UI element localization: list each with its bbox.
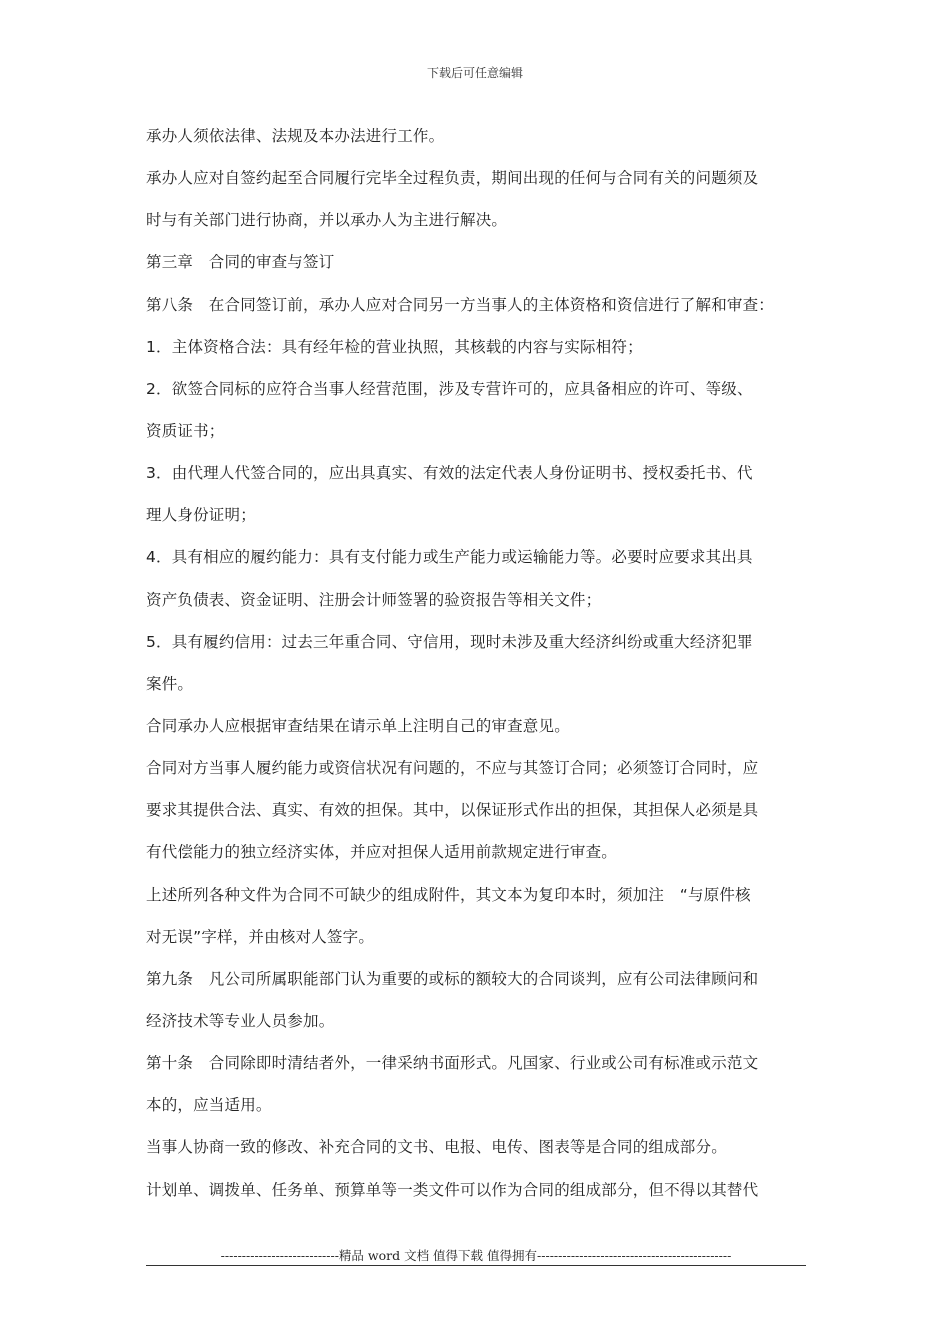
text-line: 承办人应对自签约起至合同履行完毕全过程负责，期间出现的任何与合同有关的问题须及 (146, 169, 759, 188)
footer-divider (146, 1265, 806, 1266)
article-9-line: 第九条 凡公司所属职能部门认为重要的或标的额较大的合同谈判，应有公司法律顾问和 (146, 969, 759, 988)
page-footer-text: ----------------------------精品 word 文档 值得下载 值得拥有---------------------------------------------- (220, 1248, 732, 1263)
text-line: 当事人协商一致的修改、补充合同的文书、电报、电传、图表等是合同的组成部分。 (146, 1138, 727, 1157)
list-item-1: 1．主体资格合法：具有经年检的营业执照，其核载的内容与实际相符； (146, 337, 643, 356)
text-line: 理人身份证明； (146, 506, 256, 525)
text-line: 要求其提供合法、真实、有效的担保。其中，以保证形式作出的担保，其担保人必须是具 (146, 801, 759, 820)
text-line: 案件。 (146, 674, 194, 693)
list-item-5: 5．具有履约信用：过去三年重合同、守信用，现时未涉及重大经济纠纷或重大经济犯罪 (146, 632, 753, 651)
list-item-3: 3．由代理人代签合同的，应出具真实、有效的法定代表人身份证明书、授权委托书、代 (146, 464, 753, 483)
list-item-2: 2．欲签合同标的应符合当事人经营范围，涉及专营许可的，应具备相应的许可、等级、 (146, 379, 753, 398)
article-8-line: 第八条 在合同签订前，承办人应对合同另一方当事人的主体资格和资信进行了解和审查： (146, 295, 775, 314)
text-line: 经济技术等专业人员参加。 (146, 1011, 335, 1030)
text-line: 有代偿能力的独立经济实体，并应对担保人适用前款规定进行审查。 (146, 843, 618, 862)
text-line: 合同承办人应根据审查结果在请示单上注明自己的审查意见。 (146, 716, 570, 735)
text-line: 计划单、调拨单、任务单、预算单等一类文件可以作为合同的组成部分，但不得以其替代 (146, 1180, 759, 1199)
text-line: 资产负债表、资金证明、注册会计师签署的验资报告等相关文件； (146, 590, 602, 609)
text-line: 本的，应当适用。 (146, 1096, 272, 1115)
list-item-4: 4．具有相应的履约能力：具有支付能力或生产能力或运输能力等。必要时应要求其出具 (146, 548, 753, 567)
chapter-heading: 第三章 合同的审查与签订 (146, 253, 335, 272)
text-line: 承办人须依法律、法规及本办法进行工作。 (146, 127, 445, 145)
article-10-line: 第十条 合同除即时清结者外，一律采纳书面形式。凡国家、行业或公司有标准或示范文 (146, 1054, 759, 1073)
text-line: 合同对方当事人履约能力或资信状况有问题的，不应与其签订合同；必须签订合同时，应 (146, 759, 759, 778)
text-line: 时与有关部门进行协商，并以承办人为主进行解决。 (146, 211, 508, 230)
text-line: 资质证书； (146, 421, 225, 440)
page-header-note: 下载后可任意编辑 (426, 66, 523, 80)
text-line: 对无误”字样，并由核对人签字。 (146, 927, 375, 946)
document-body (146, 124, 816, 1220)
text-line: 上述所列各种文件为合同不可缺少的组成附件，其文本为复印本时，须加注 “与原件核 (146, 885, 751, 904)
